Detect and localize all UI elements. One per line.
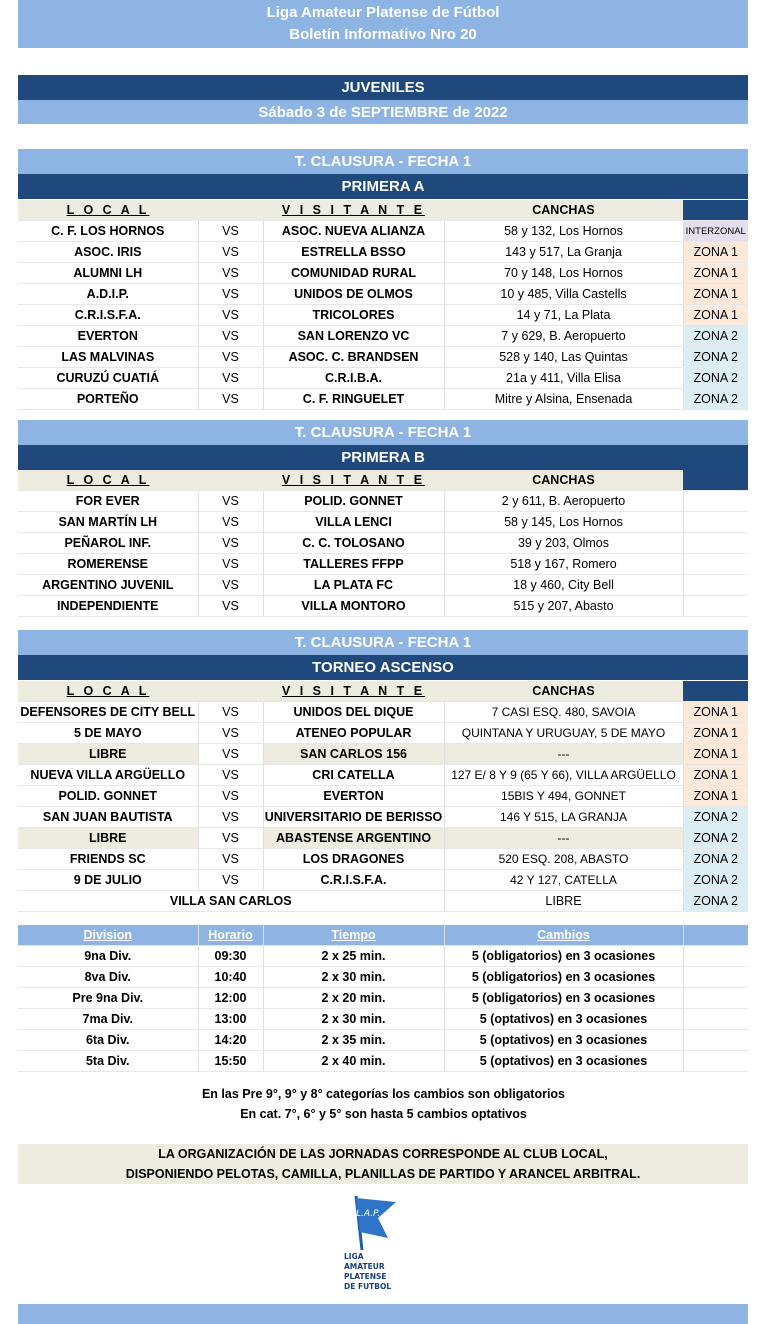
kickoff-time: 12:00: [198, 988, 263, 1009]
venue: 58 y 132, Los Hornos: [444, 221, 683, 242]
vs-label: VS: [198, 575, 263, 596]
division-name: 8va Div.: [18, 967, 198, 988]
zone-badge: [683, 512, 748, 533]
fixture-row: [18, 368, 748, 389]
away-team: POLID. GONNET: [263, 491, 444, 512]
home-team: PEÑAROL INF.: [18, 533, 198, 554]
schedule-header-row: [18, 925, 748, 946]
schedule-spacer: [683, 946, 748, 967]
away-team: VILLA MONTORO: [263, 596, 444, 617]
bulletin-number: Boletín Informativo Nro 20: [289, 26, 477, 43]
away-team: C. C. TOLOSANO: [263, 533, 444, 554]
fixture-row: [18, 284, 748, 305]
zone-badge: INTERZONAL: [683, 221, 748, 242]
bye-label: LIBRE: [444, 891, 683, 912]
zone-badge: ZONA 1: [683, 263, 748, 284]
kickoff-time: 09:30: [198, 946, 263, 967]
fixture-row: [18, 807, 748, 828]
match-duration: 2 x 20 min.: [263, 988, 444, 1009]
schedule-row: [18, 1030, 748, 1051]
vs-label: VS: [198, 305, 263, 326]
venue: 10 y 485, Villa Castells: [444, 284, 683, 305]
match-duration: 2 x 35 min.: [263, 1030, 444, 1051]
venue: 7 CASI ESQ. 480, SAVOIA: [444, 702, 683, 723]
kickoff-time: 13:00: [198, 1009, 263, 1030]
vs-label: VS: [198, 491, 263, 512]
home-team: LAS MALVINAS: [18, 347, 198, 368]
home-team: ALUMNI LH: [18, 263, 198, 284]
vs-label: VS: [198, 284, 263, 305]
vs-label: VS: [198, 849, 263, 870]
venue: 58 y 145, Los Hornos: [444, 512, 683, 533]
section-c-round: T. CLAUSURA - FECHA 1: [18, 630, 748, 655]
zone-badge: ZONA 2: [683, 849, 748, 870]
header-zona: [683, 470, 748, 491]
home-team: LIBRE: [18, 744, 198, 765]
logo-line-1: LIGA: [344, 1252, 364, 1261]
away-team: LA PLATA FC: [263, 575, 444, 596]
fixture-row: [18, 347, 748, 368]
zone-badge: ZONA 1: [683, 723, 748, 744]
division-name: 6ta Div.: [18, 1030, 198, 1051]
footer-bar: [18, 1304, 748, 1324]
zone-badge: ZONA 2: [683, 828, 748, 849]
fixture-row: [18, 491, 748, 512]
schedule-spacer: [683, 1009, 748, 1030]
column-header-row: [18, 681, 748, 702]
substitutions: 5 (obligatorios) en 3 ocasiones: [444, 967, 683, 988]
vs-label: VS: [198, 221, 263, 242]
schedule-header-tiempo: Tiempo: [263, 925, 444, 946]
vs-label: VS: [198, 242, 263, 263]
zone-badge: ZONA 2: [683, 891, 748, 912]
flag-icon: [344, 1192, 404, 1252]
venue: 18 y 460, City Bell: [444, 575, 683, 596]
vs-label: VS: [198, 512, 263, 533]
away-team: VILLA LENCI: [263, 512, 444, 533]
header-canchas: CANCHAS: [444, 200, 683, 221]
zone-badge: ZONA 2: [683, 870, 748, 891]
home-team: LIBRE: [18, 828, 198, 849]
zone-badge: [683, 554, 748, 575]
substitutions: 5 (optativos) en 3 ocasiones: [444, 1051, 683, 1072]
schedule-spacer: [683, 967, 748, 988]
vs-label: VS: [198, 807, 263, 828]
organization-line-2: DISPONIENDO PELOTAS, CAMILLA, PLANILLAS DE PARTIDO Y ARANCEL ARBITRAL.: [125, 1167, 641, 1181]
vs-label: VS: [198, 828, 263, 849]
home-team: ASOC. IRIS: [18, 242, 198, 263]
fixture-row: [18, 305, 748, 326]
home-team: PORTEÑO: [18, 389, 198, 410]
header-local: L O C A L: [18, 200, 198, 221]
away-team: TRICOLORES: [263, 305, 444, 326]
venue: 146 Y 515, LA GRANJA: [444, 807, 683, 828]
home-team: 9 DE JULIO: [18, 870, 198, 891]
header-visitante: V I S I T A N T E: [263, 200, 444, 221]
venue: 39 y 203, Olmos: [444, 533, 683, 554]
match-duration: 2 x 30 min.: [263, 1009, 444, 1030]
header-canchas: CANCHAS: [444, 470, 683, 491]
vs-label: VS: [198, 368, 263, 389]
header-visitante: V I S I T A N T E: [263, 470, 444, 491]
zone-badge: ZONA 2: [683, 807, 748, 828]
home-team: INDEPENDIENTE: [18, 596, 198, 617]
zone-badge: ZONA 1: [683, 242, 748, 263]
header-spacer: [198, 200, 263, 221]
fixture-row: [18, 723, 748, 744]
schedule-row: [18, 967, 748, 988]
header-local: L O C A L: [18, 470, 198, 491]
home-team: FOR EVER: [18, 491, 198, 512]
category-title: JUVENILES: [18, 75, 748, 100]
zone-badge: [683, 575, 748, 596]
venue: QUINTANA Y URUGUAY, 5 DE MAYO: [444, 723, 683, 744]
header-canchas: CANCHAS: [444, 681, 683, 702]
match-date: Sábado 3 de SEPTIEMBRE de 2022: [18, 100, 748, 124]
division-name: 9na Div.: [18, 946, 198, 967]
home-team: C.R.I.S.F.A.: [18, 305, 198, 326]
away-team: C.R.I.S.F.A.: [263, 870, 444, 891]
fixture-row: [18, 596, 748, 617]
header-visitante: V I S I T A N T E: [263, 681, 444, 702]
away-team: EVERTON: [263, 786, 444, 807]
fixture-row: [18, 702, 748, 723]
away-team: COMUNIDAD RURAL: [263, 263, 444, 284]
away-team: LOS DRAGONES: [263, 849, 444, 870]
fixture-row: [18, 512, 748, 533]
fixture-row: [18, 389, 748, 410]
away-team: UNIVERSITARIO DE BERISSO: [263, 807, 444, 828]
venue: 528 y 140, Las Quintas: [444, 347, 683, 368]
column-header-row: [18, 200, 748, 221]
organization-line-1: LA ORGANIZACIÓN DE LAS JORNADAS CORRESPONDE AL CLUB LOCAL,: [158, 1147, 608, 1161]
bye-row: [18, 891, 748, 912]
zone-badge: ZONA 1: [683, 305, 748, 326]
away-team: TALLERES FFPP: [263, 554, 444, 575]
zone-badge: [683, 533, 748, 554]
substitutions: 5 (optativos) en 3 ocasiones: [444, 1009, 683, 1030]
zone-badge: ZONA 2: [683, 389, 748, 410]
division-name: 5ta Div.: [18, 1051, 198, 1072]
substitutions: 5 (obligatorios) en 3 ocasiones: [444, 946, 683, 967]
venue: 15BIS Y 494, GONNET: [444, 786, 683, 807]
fixture-row: [18, 849, 748, 870]
fixture-row: [18, 533, 748, 554]
match-duration: 2 x 40 min.: [263, 1051, 444, 1072]
zone-badge: ZONA 1: [683, 702, 748, 723]
schedule-header-division: Division: [18, 925, 198, 946]
venue: 70 y 148, Los Hornos: [444, 263, 683, 284]
league-name: Liga Amateur Platense de Fútbol: [266, 4, 500, 21]
zone-badge: [683, 596, 748, 617]
fixture-row: [18, 744, 748, 765]
venue: 42 Y 127, CATELLA: [444, 870, 683, 891]
fixture-row: [18, 554, 748, 575]
vs-label: VS: [198, 723, 263, 744]
zone-badge: ZONA 2: [683, 326, 748, 347]
bulletin-header: [18, 0, 748, 48]
organization-notice: [18, 1144, 748, 1184]
away-team: C.R.I.B.A.: [263, 368, 444, 389]
venue: ---: [444, 744, 683, 765]
venue: 143 y 517, La Granja: [444, 242, 683, 263]
vs-label: VS: [198, 596, 263, 617]
substitutions: 5 (optativos) en 3 ocasiones: [444, 1030, 683, 1051]
home-team: 5 DE MAYO: [18, 723, 198, 744]
section-b-round: T. CLAUSURA - FECHA 1: [18, 420, 748, 445]
schedule-row: [18, 988, 748, 1009]
home-team: CURUZÚ CUATIÁ: [18, 368, 198, 389]
primera-b-fixtures: [18, 470, 748, 617]
home-team: SAN MARTÍN LH: [18, 512, 198, 533]
schedule-row: [18, 1051, 748, 1072]
home-team: C. F. LOS HORNOS: [18, 221, 198, 242]
home-team: A.D.I.P.: [18, 284, 198, 305]
fixture-row: [18, 575, 748, 596]
schedule-header-spacer: [683, 925, 748, 946]
logo-line-3: PLATENSE: [344, 1272, 387, 1281]
match-duration: 2 x 25 min.: [263, 946, 444, 967]
fixture-row: [18, 870, 748, 891]
fixture-row: [18, 242, 748, 263]
fixture-row: [18, 326, 748, 347]
schedule-row: [18, 1009, 748, 1030]
away-team: UNIDOS DEL DIQUE: [263, 702, 444, 723]
home-team: NUEVA VILLA ARGÜELLO: [18, 765, 198, 786]
fixture-row: [18, 828, 748, 849]
division-name: 7ma Div.: [18, 1009, 198, 1030]
schedule-header-cambios: Cambios: [444, 925, 683, 946]
bye-team: VILLA SAN CARLOS: [18, 891, 444, 912]
zone-badge: ZONA 1: [683, 765, 748, 786]
section-a-round: T. CLAUSURA - FECHA 1: [18, 149, 748, 174]
venue: Mitre y Alsina, Ensenada: [444, 389, 683, 410]
vs-label: VS: [198, 533, 263, 554]
vs-label: VS: [198, 765, 263, 786]
vs-label: VS: [198, 554, 263, 575]
header-local: L O C A L: [18, 681, 198, 702]
home-team: POLID. GONNET: [18, 786, 198, 807]
away-team: UNIDOS DE OLMOS: [263, 284, 444, 305]
away-team: ABASTENSE ARGENTINO: [263, 828, 444, 849]
header-spacer: [198, 681, 263, 702]
logo-line-2: AMATEUR: [344, 1262, 385, 1271]
kickoff-time: 15:50: [198, 1051, 263, 1072]
venue: 14 y 71, La Plata: [444, 305, 683, 326]
venue: 515 y 207, Abasto: [444, 596, 683, 617]
zone-badge: ZONA 1: [683, 786, 748, 807]
league-logo: [338, 1192, 428, 1300]
primera-a-fixtures: [18, 200, 748, 410]
home-team: EVERTON: [18, 326, 198, 347]
venue: 2 y 611, B. Aeropuerto: [444, 491, 683, 512]
away-team: SAN CARLOS 156: [263, 744, 444, 765]
zone-badge: ZONA 1: [683, 744, 748, 765]
fixture-row: [18, 765, 748, 786]
vs-label: VS: [198, 744, 263, 765]
section-b-division: PRIMERA B: [18, 445, 748, 470]
vs-label: VS: [198, 870, 263, 891]
venue: 21a y 411, Villa Elisa: [444, 368, 683, 389]
header-zona: [683, 200, 748, 221]
venue: 127 E/ 8 Y 9 (65 Y 66), VILLA ARGÜELLO: [444, 765, 683, 786]
logo-line-4: DE FUTBOL: [344, 1282, 392, 1291]
vs-label: VS: [198, 786, 263, 807]
vs-label: VS: [198, 702, 263, 723]
torneo-ascenso-fixtures: [18, 681, 748, 912]
away-team: ASOC. C. BRANDSEN: [263, 347, 444, 368]
note-optional: En cat. 7°, 6° y 5° son hasta 5 cambios optativos: [240, 1107, 527, 1121]
logo-text: [344, 1252, 391, 1292]
venue: 7 y 629, B. Aeropuerto: [444, 326, 683, 347]
fixture-row: [18, 221, 748, 242]
vs-label: VS: [198, 389, 263, 410]
venue: 520 ESQ. 208, ABASTO: [444, 849, 683, 870]
logo-flag-text: L.A.P.: [356, 1209, 381, 1219]
kickoff-time: 10:40: [198, 967, 263, 988]
away-team: CRI CATELLA: [263, 765, 444, 786]
schedule-row: [18, 946, 748, 967]
zone-badge: ZONA 2: [683, 347, 748, 368]
home-team: SAN JUAN BAUTISTA: [18, 807, 198, 828]
home-team: FRIENDS SC: [18, 849, 198, 870]
away-team: ASOC. NUEVA ALIANZA: [263, 221, 444, 242]
zone-badge: ZONA 2: [683, 368, 748, 389]
away-team: C. F. RINGUELET: [263, 389, 444, 410]
vs-label: VS: [198, 263, 263, 284]
away-team: SAN LORENZO VC: [263, 326, 444, 347]
schedule-table: [18, 925, 748, 1072]
home-team: ARGENTINO JUVENIL: [18, 575, 198, 596]
fixture-row: [18, 263, 748, 284]
column-header-row: [18, 470, 748, 491]
schedule-spacer: [683, 988, 748, 1009]
home-team: DEFENSORES DE CITY BELL: [18, 702, 198, 723]
division-name: Pre 9na Div.: [18, 988, 198, 1009]
schedule-spacer: [683, 1051, 748, 1072]
home-team: ROMERENSE: [18, 554, 198, 575]
section-a-division: PRIMERA A: [18, 174, 748, 199]
vs-label: VS: [198, 326, 263, 347]
vs-label: VS: [198, 347, 263, 368]
away-team: ESTRELLA BSSO: [263, 242, 444, 263]
schedule-header-horario: Horario: [198, 925, 263, 946]
venue: 518 y 167, Romero: [444, 554, 683, 575]
fixture-row: [18, 786, 748, 807]
header-zona: [683, 681, 748, 702]
note-mandatory: En las Pre 9°, 9° y 8° categorías los cambios son obligatorios: [201, 1087, 566, 1101]
venue: ---: [444, 828, 683, 849]
zone-badge: ZONA 1: [683, 284, 748, 305]
kickoff-time: 14:20: [198, 1030, 263, 1051]
schedule-spacer: [683, 1030, 748, 1051]
away-team: ATENEO POPULAR: [263, 723, 444, 744]
section-c-division: TORNEO ASCENSO: [18, 655, 748, 680]
match-duration: 2 x 30 min.: [263, 967, 444, 988]
substitutions: 5 (obligatorios) en 3 ocasiones: [444, 988, 683, 1009]
header-spacer: [198, 470, 263, 491]
zone-badge: [683, 491, 748, 512]
